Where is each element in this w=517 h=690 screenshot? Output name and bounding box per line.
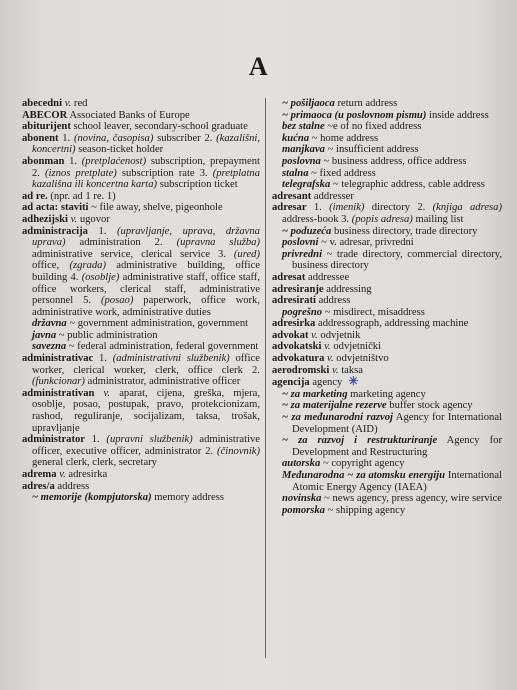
subentry (272, 307, 502, 319)
entry-headword: adrema (22, 469, 57, 480)
definition: ~ file away, shelve, pigeonhole (91, 202, 223, 214)
subentry-phrase: Međunarodna ~ za atomsku energiju (282, 470, 445, 481)
left-column (22, 98, 260, 504)
definition: business directory, trade directory (333, 225, 478, 237)
subentry-phrase: poslovna (282, 155, 321, 167)
sense-note: (zgrada) (69, 260, 106, 272)
definition: odvjetnik (320, 329, 361, 341)
entry-headword: advokat (272, 329, 309, 341)
subentry (272, 179, 502, 191)
sense-note: (iznos pretplate) (45, 167, 117, 179)
entry-headword: adresirati (272, 295, 316, 307)
subentry-phrase: ~ za razvoj i restrukturiranje (282, 435, 438, 447)
subentry-phrase: ~ za marketing (282, 388, 348, 400)
subentry-phrase: autorska (282, 458, 321, 470)
definition: Associated Banks of Europe (69, 109, 190, 121)
definition: red (73, 98, 88, 109)
definition: ~ telegraphic address, cable address (332, 179, 485, 191)
definition: ~ news agency, press agency, wire service (324, 493, 503, 505)
subentry (272, 237, 502, 249)
definition-text: administrative service, clerical service 3. (32, 248, 234, 260)
definition: address (57, 480, 90, 492)
dictionary-entry (22, 226, 260, 319)
subentry (22, 318, 260, 330)
subentry-phrase: ~ primaoca (u poslovnom pismu) (282, 109, 427, 121)
subentry-phrase: državna (32, 318, 67, 330)
part-of-speech: v. (103, 387, 111, 399)
entry-headword: abecedni (22, 98, 63, 109)
entry-headword: abonman (22, 155, 65, 167)
entry-headword: abonent (22, 132, 59, 144)
subentry-phrase: ~ za materijalne rezerve (282, 400, 387, 412)
sense-note: (popis adresa) (351, 213, 413, 225)
entry-headword: adres/a (22, 480, 55, 492)
dictionary-entry (272, 295, 502, 307)
dictionary-entry (272, 376, 502, 389)
subentry (272, 144, 502, 156)
subentry-phrase: pogrešno (282, 306, 323, 318)
subentry (272, 110, 502, 122)
definition: ugovor (79, 213, 110, 225)
definition-text: office worker, clerical worker, clerk, office clerk 2. (32, 353, 260, 376)
definition-text: 1. (306, 202, 330, 214)
definition: ~ copyright agency (322, 458, 405, 470)
subentry (272, 226, 502, 238)
definition: addressee (308, 271, 350, 283)
subentry-phrase: manjkava (282, 144, 325, 156)
subentry (272, 133, 502, 145)
subentry-phrase: ~ poduzeća (282, 225, 332, 237)
subentry (272, 168, 502, 180)
definition-text: administration 2. (65, 237, 177, 249)
sense-note: (knjiga adresa) (432, 202, 502, 214)
sense-note: (činovnik) (217, 445, 260, 457)
subentry (272, 98, 502, 110)
subentry (272, 435, 502, 458)
definition-text: season-ticket holder (75, 144, 164, 156)
subentry (22, 492, 260, 504)
subentry-phrase: poslovni (282, 237, 319, 249)
subentry-phrase: javna (32, 329, 57, 341)
dictionary-entry (22, 98, 260, 110)
dictionary-entry (22, 202, 260, 214)
part-of-speech: v. (59, 469, 66, 480)
sense-note: (imenik) (329, 202, 365, 214)
dictionary-entry (272, 341, 502, 353)
part-of-speech: v. (70, 213, 78, 225)
part-of-speech: v. (64, 98, 72, 109)
definition-text: 1. (64, 155, 82, 167)
definition: ~e of no fixed address (327, 121, 422, 133)
subentry-phrase: ~ memorije (kompjutorska) (32, 492, 152, 504)
entry-headword: adresat (272, 271, 306, 283)
sense-note: (osoblje) (81, 271, 120, 283)
entry-headword: adresant (272, 190, 312, 202)
subentry-phrase: novinska (282, 493, 322, 505)
definition: addresser (313, 190, 354, 202)
subentry (272, 493, 502, 505)
definition: agency (312, 377, 343, 389)
subentry (272, 470, 502, 493)
definition: ~ business address, office address (323, 155, 467, 167)
dictionary-entry (272, 330, 502, 342)
definition-text: 1. (87, 225, 118, 237)
dictionary-entry (272, 318, 502, 330)
dictionary-entry (272, 202, 502, 225)
section-letter: A (248, 52, 269, 81)
definition: memory address (154, 492, 225, 504)
subentry-phrase: savezna (32, 341, 67, 353)
entry-headword: administrator (22, 434, 85, 446)
dictionary-entry (22, 156, 260, 191)
definition: return address (337, 98, 398, 109)
definition: ~ fixed address (311, 167, 376, 179)
dictionary-entry (22, 388, 260, 434)
dictionary-entry (272, 284, 502, 296)
entry-headword: adresar (272, 202, 307, 214)
subentry (272, 121, 502, 133)
definition: school leaver, secondary-school graduate (73, 121, 248, 133)
entry-headword: ad acta: staviti (22, 202, 89, 214)
definition: International Atomic Energy Agency (IAEA) (292, 470, 502, 493)
definition: Agency for Development and Restructuring (292, 435, 502, 458)
entry-headword: adresirka (272, 318, 316, 330)
definition: ~ public administration (58, 329, 158, 341)
entry-headword: advokatski (272, 341, 322, 353)
part-of-speech: v. (331, 364, 339, 376)
dictionary-entry (272, 353, 502, 365)
subentry-phrase: pomorska (282, 504, 325, 516)
definition-text: subscription ticket (157, 179, 238, 191)
entry-headword: adhezijski (22, 213, 68, 225)
subentry (272, 249, 502, 272)
dictionary-entry (22, 133, 260, 156)
entry-headword: administracija (22, 225, 88, 237)
subentry-phrase: ~ pošiljaoca (282, 98, 335, 109)
entry-headword: advokatura (272, 353, 325, 365)
subentry (272, 389, 502, 401)
definition: ~ home address (311, 132, 379, 144)
definition: addressograph, addressing machine (318, 318, 469, 330)
definition-text: administrator, administrative officer (84, 376, 241, 388)
sense-note: (kazališni, koncertni) (32, 132, 261, 156)
definition-text: directory 2. (364, 202, 433, 214)
dictionary-entry (272, 365, 502, 377)
entry-headword: abiturijent (22, 121, 71, 133)
definition-text: subscriber 2. (153, 132, 217, 144)
entry-headword: administrativac (22, 353, 94, 365)
dictionary-entry (22, 214, 260, 226)
definition-text: administrative building, office building 4. (32, 260, 260, 283)
definition: inside address (429, 109, 489, 121)
definition: odvjetništvo (336, 353, 389, 365)
dictionary-entry (272, 191, 502, 203)
entry-headword: adresiranje (272, 283, 324, 295)
sense-note: (pretplatna kazališna ili koncertna karta) (32, 167, 261, 191)
definition: aparat, cijena, greška, mjera, osoblje, posao, postupak, pravo, protekcionizam, rashod, reguliranje, socijalizam, taksa, trošak, upravljanje (32, 387, 261, 434)
subentry (272, 458, 502, 470)
subentry-phrase: bez stalne (282, 121, 325, 133)
dictionary-entry (22, 434, 260, 469)
sense-note: (ured) (233, 248, 260, 260)
column-divider (265, 98, 266, 658)
definition-text: administrative officer, executive officer, administrator 2. (32, 434, 260, 457)
entry-headword: aerodromski (272, 364, 330, 376)
sense-note: (posao) (100, 295, 134, 307)
definition: ~ misdirect, misaddress (324, 306, 425, 318)
dictionary-entry (22, 191, 260, 203)
definition: marketing agency (350, 388, 426, 400)
entry-headword: ad re. (22, 190, 48, 202)
definition: ~ insufficient address (327, 144, 419, 156)
definition-text: subscription rate 3. (116, 167, 213, 179)
entry-headword: ABECOR (22, 109, 68, 121)
definition: Agency for International Development (AID) (292, 412, 502, 435)
subentry-phrase: privredni (282, 248, 323, 260)
part-of-speech: v. (324, 341, 331, 353)
entry-headword: administrativan (22, 387, 95, 399)
definition-text: paperwork, office work, administrative work, administrative duties (32, 295, 260, 318)
sense-note: (funkcionar) (32, 376, 85, 388)
definition: ~ federal administration, federal government (68, 341, 259, 353)
definition: ~ government administration, government (69, 318, 249, 330)
definition: adresirka (68, 469, 108, 480)
subentry-phrase: stalna (282, 167, 309, 179)
subentry-phrase: kućna (282, 132, 310, 144)
entry-headword: agencija (272, 377, 310, 389)
definition-text: 1. (93, 353, 113, 365)
dictionary-entry (272, 272, 502, 284)
dictionary-entry (22, 481, 260, 493)
sense-note: (pretplaćenost) (81, 155, 147, 167)
subentry (272, 505, 502, 517)
asterisk-icon: ✳ (348, 374, 359, 389)
sense-note: (upravljanje, uprava, državna uprava) (32, 225, 260, 249)
part-of-speech: v. (311, 329, 318, 341)
subentry-phrase: telegrafska (282, 179, 331, 191)
sense-note: (upravni službenik) (106, 434, 193, 446)
subentry (272, 400, 502, 412)
dictionary-entry (22, 469, 260, 481)
definition: odvjetnički (333, 341, 382, 353)
sense-note: (administrativni službenik) (112, 353, 230, 365)
subentry (22, 330, 260, 342)
definition-text: subscription, prepayment 2. (32, 155, 260, 179)
part-of-speech: v. (327, 353, 334, 365)
sense-note: (novina, časopisa) (73, 132, 154, 144)
definition-text: 1. (58, 132, 74, 144)
subentry-phrase: ~ za međunarodni razvoj (282, 412, 393, 424)
definition: buffer stock agency (389, 400, 473, 412)
subentry (22, 341, 260, 353)
definition: address (318, 295, 351, 307)
subentry (272, 412, 502, 435)
definition-text: mailing list (412, 213, 464, 225)
dictionary-entry (22, 121, 260, 133)
definition-text: address-book 3. (282, 213, 352, 225)
definition: ~ trade directory, commercial directory, business directory (292, 248, 503, 272)
definition: taksa (341, 364, 363, 376)
definition: addressing (326, 283, 372, 295)
definition: ~ v. adresar, privredni (321, 237, 414, 249)
definition-text: office, (32, 260, 70, 272)
definition-text: 1. (84, 434, 107, 446)
dictionary-entry (22, 110, 260, 122)
definition-text: administrative staff, office staff, office workers, clerical staff, administrative personnel 5. (32, 271, 260, 307)
sense-note: (upravna služba) (176, 237, 261, 249)
subentry (272, 156, 502, 168)
right-column (272, 98, 502, 516)
definition-text: general clerk, clerk, secretary (32, 457, 157, 469)
definition: (npr. ad 1 re. 1) (50, 190, 116, 202)
definition: ~ shipping agency (327, 504, 406, 516)
dictionary-entry (22, 353, 260, 388)
